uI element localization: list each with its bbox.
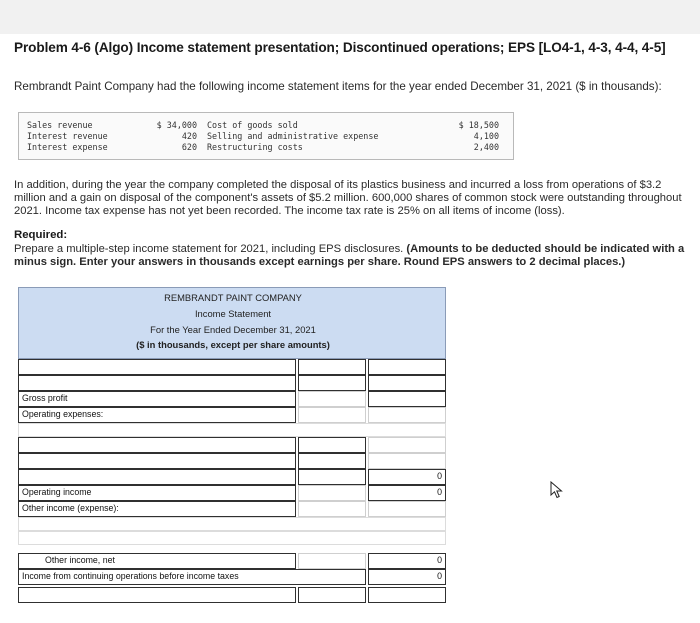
amount-cell [298, 553, 366, 569]
operating-expenses-label: Operating expenses: [18, 407, 296, 423]
statement-period: For the Year Ended December 31, 2021 [150, 324, 316, 335]
item-value: 4,100 [473, 131, 499, 141]
total-input[interactable] [368, 391, 446, 407]
other-income-expense-label: Other income (expense): [18, 501, 296, 517]
item-value: 620 [181, 142, 197, 152]
gross-profit-label: Gross profit [18, 391, 296, 407]
item-value: 420 [181, 131, 197, 141]
line-item-input[interactable] [18, 375, 296, 391]
amount-input[interactable] [298, 437, 366, 453]
total-operating-expenses: 0 [368, 469, 446, 485]
item-label: Restructuring costs [207, 142, 303, 152]
item-value: 2,400 [473, 142, 499, 152]
problem-title: Problem 4-6 (Algo) Income statement presentation; Discontinued operations; EPS [LO4-1, 4-3, 4-4, 4-5] [14, 40, 666, 55]
income-continuing-label: Income from continuing operations before income taxes [18, 569, 366, 585]
income-items-box [18, 112, 514, 160]
item-value: $ 18,500 [458, 120, 499, 130]
income-statement-table [14, 287, 446, 607]
operating-income-value: 0 [368, 485, 446, 501]
item-label: Sales revenue [27, 120, 93, 130]
spacer-row [18, 531, 446, 545]
company-name: REMBRANDT PAINT COMPANY [164, 292, 302, 303]
total-cell [368, 407, 446, 423]
line-item-input[interactable] [18, 587, 296, 603]
line-item-input[interactable] [18, 437, 296, 453]
amount-input[interactable] [298, 375, 366, 391]
required-text-plain: Prepare a multiple-step income statement for 2021, including EPS disclosures. [14, 243, 407, 255]
spacer-row [18, 517, 446, 531]
item-value: $ 34,000 [156, 120, 197, 130]
statement-units: ($ in thousands, except per share amounts) [136, 339, 330, 350]
total-input[interactable] [368, 359, 446, 375]
problem-intro: Rembrandt Paint Company had the following income statement items for the year ended December 31, 2021 ($ in thousands): [14, 80, 662, 93]
item-label: Interest revenue [27, 131, 108, 141]
spacer-row [18, 423, 446, 437]
item-label: Selling and administrative expense [207, 131, 379, 141]
income-continuing-value: 0 [368, 569, 446, 585]
amount-input[interactable] [298, 453, 366, 469]
disposal-paragraph: In addition, during the year the company completed the disposal of its plastics business and incurred a loss from operations of $3.2 million and a gain on disposal of the component's assets of $5.2 million. 600,000 shares of common stock were outstanding throughout 2021. Income tax expense has not yet been recorded. The income tax rate is 25% on all items of income (loss). [14, 179, 682, 217]
line-item-input[interactable] [18, 469, 296, 485]
line-item-input[interactable] [18, 359, 296, 375]
total-input[interactable] [368, 587, 446, 603]
amount-input[interactable] [298, 359, 366, 375]
amount-cell [298, 391, 366, 407]
amount-cell [298, 501, 366, 517]
other-income-net-value: 0 [368, 553, 446, 569]
mouse-cursor-icon [550, 481, 564, 499]
amount-cell [298, 407, 366, 423]
total-input[interactable] [368, 375, 446, 391]
required-text-bold: (Amounts to be deducted should be indicated with a minus sign. Enter your answers in thousands except earnings per share. Round EPS answers to 2 decimal places.) [14, 243, 685, 268]
line-item-input[interactable] [18, 453, 296, 469]
total-cell [368, 453, 446, 469]
statement-title: Income Statement [194, 308, 272, 319]
total-cell [368, 501, 446, 517]
statement-header [18, 287, 446, 359]
required-heading: Required: [14, 229, 68, 241]
item-label: Cost of goods sold [207, 120, 298, 130]
total-cell [368, 437, 446, 453]
amount-input[interactable] [298, 469, 366, 485]
operating-income-label: Operating income [18, 485, 296, 501]
browser-top-strip [0, 0, 700, 34]
item-label: Interest expense [27, 142, 108, 152]
required-text [14, 243, 700, 269]
amount-cell [298, 485, 366, 501]
amount-input[interactable] [298, 587, 366, 603]
other-income-net-label: Other income, net [18, 553, 296, 569]
